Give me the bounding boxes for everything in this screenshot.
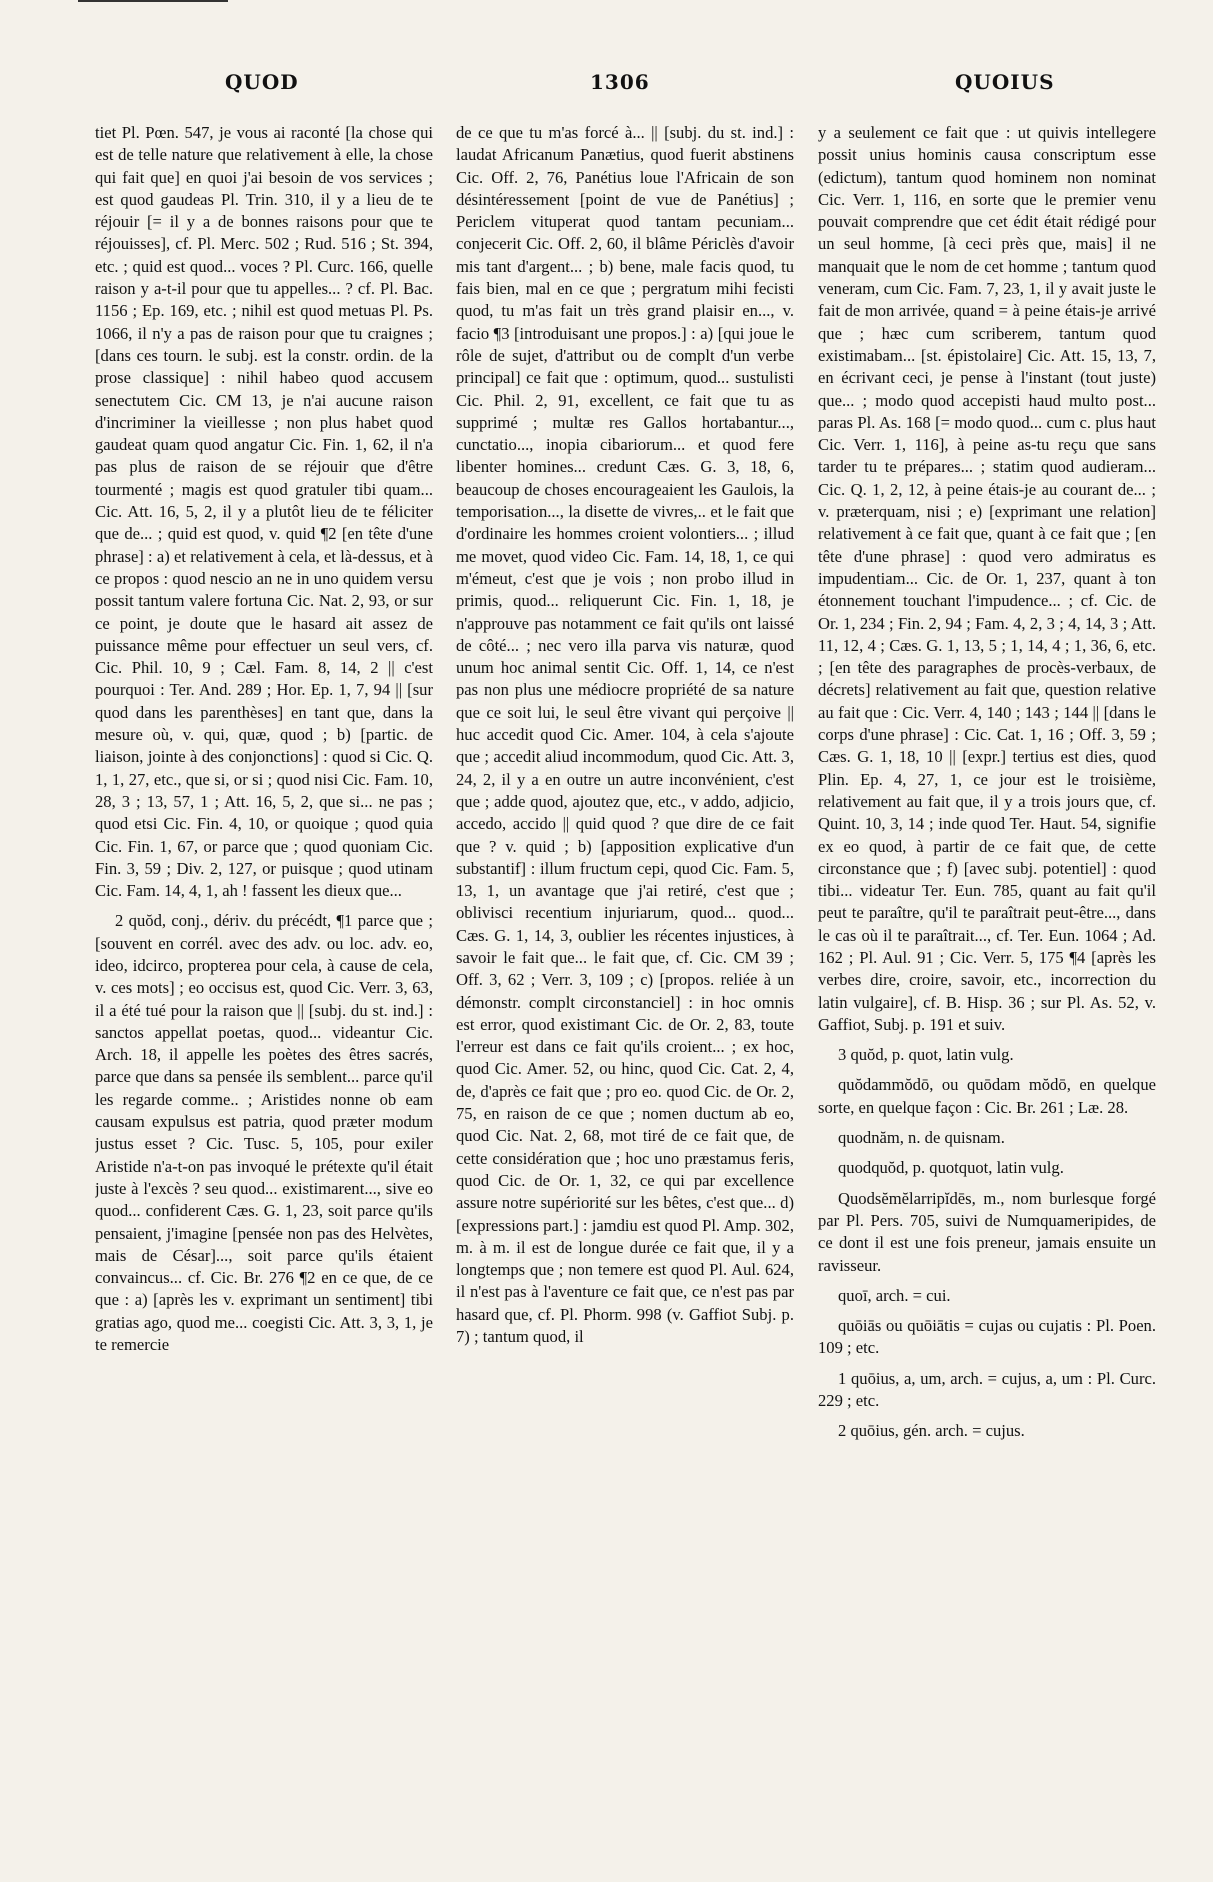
column-3-paragraph-5: quodquŏd, p. quotquot, latin vulg. [838,1158,1064,1178]
column-2 [456,122,794,1862]
column-2-paragraph-1: de ce que tu m'as forcé à... || [subj. du st. ind.] : laudat Africanum Panætius, quod fuerit abstinens Cic. Off. 2, 76, Panétius loue l'Africain de son désintéressement [point de vue de Panétius] ; Periclem vituperat quod tantam pecuniam... conjecerit Cic. Off. 2, 60, il blâme Périclès d'avoir mis tant d'argent... ; b) bene, male facis quod, tu fais bien, mal en ce que ; pergratum mihi fecisti quod, tu m'as fait un très grand plaisir en..., v. facio ¶3 [introduisant une propos.] : a) [qui joue le rôle de sujet, d'attribut ou de complt d'un verbe principal] ce fait que : optimum, quod... sustulisti Cic. Phil. 2, 91, excellent, ce fait que tu as supprimé ; multæ res Gallos hortabantur..., cunctatio..., inopia cibariorum... et quod fere libenter homines... credunt Cæs. G. 3, 18, 6, beaucoup de choses encourageaient les Gaulois, la temporisation..., la disette de vivres,.. et le fait que d'ordinaire les hommes croient volontiers... ; illud me movet, quod video Cic. Fam. 14, 18, 1, ce qui m'émeut, c'est que je vois ; non probo illud in primis, quod... reliquerunt Cic. Fin. 1, 18, je n'approuve pas notamment ce fait qu'ils ont laissé de côté... ; nec vero illa parva vis naturæ, quod unum hoc animal sentit Cic. Off. 1, 14, ce n'est pas non plus une médiocre propriété de sa nature que ce soit lui, le seul être vivant qui perçoive || huc accedit quod Cic. Amer. 104, à cela s'ajoute que ; accedit aliud incommodum, quod Cic. Att. 3, 24, 2, il y a en outre un autre inconvénient, c'est que ; adde quod, ajoutez que, etc., v addo, adjicio, accedo, accido || quid quod ? que dire de ce fait que ? v. quid ; b) [apposition explicative d'un substantif] : illum fructum cepi, quod Cic. Fam. 5, 13, 1, un avantage que j'ai retiré, c'est que ; oblivisci recentium injuriarum, quod... quod... Cæs. G. 1, 14, 3, oublier les récentes injustices, à savoir le fait que... le fait que, cf. Cic. CM 39 ; Off. 3, 62 ; Verr. 3, 109 ; c) [propos. reliée à un démonstr. complt circonstanciel] : in hoc omnis est error, quod existimant Cic. de Or. 2, 83, toute l'erreur est dans ce fait qu'ils croient... ; ex hoc, quod Cic. Amer. 52, ou hinc, quod Cic. Cat. 2, 4, de, d'après ce fait que ; pro eo. quod Cic. de Or. 2, 75, en raison de ce que ; nomen ductum ab eo, quod Cic. Nat. 2, 68, mot tiré de ce fait que, de cette considération que ; hoc uno præstamus feris, quod Cic. de Or. 1, 32, ce qui par excellence assure notre supériorité sur les bêtes, c'est que... d) [expressions part.] : jamdiu est quod Pl. Amp. 302, m. à m. il est de longue durée ce fait que, il y a longtemps que ; non temere est quod Pl. Aul. 624, il n'est pas à l'aventure ce fait que, ce n'est pas par hasard que, cf. Pl. Phorm. 998 (v. Gaffiot Subj. p. 7) ; tantum quod, il [456,123,794,1347]
top-rule [78,0,228,2]
column-1-paragraph-2: 2 quŏd, conj., dériv. du précédt, ¶1 parce que ; [souvent en corrél. avec des adv. ou loc. adv. eo, ideo, idcirco, propterea pour cela, à cause de cela, v. ces mots] ; eo occisus est, quod Cic. Verr. 3, 63, il a été tué pour la raison que || [subj. du st. ind.] : sanctos appellat poetas, quod... videantur Cic. Arch. 18, il appelle les poètes des êtres sacrés, parce que dans sa pensée ils semblent... parce qu'il les regarde comme.. ; Aristides nonne ob eam causam expulsus est patria, quod præter modum justus esset ? Cic. Tusc. 5, 105, pour exiler Aristide n'a-t-on pas invoqué le prétexte qu'il était juste à l'excès ? seu quod... existimarent..., sive eo quod... confiderent Cæs. G. 1, 23, soit parce qu'ils pensaient, j'imagine [pensée non pas des Helvètes, mais de César]..., soit parce qu'ils étaient convaincus... cf. Cic. Br. 276 ¶2 en ce que, de ce que : a) [après les v. exprimant un sentiment] tibi gratias ago, quod me... coegisti Cic. Att. 3, 3, 1, je te remercie [95,911,433,1355]
column-3-paragraph-10: 2 quōius, gén. arch. = cujus. [838,1421,1025,1441]
column-3-paragraph-4: quodnăm, n. de quisnam. [838,1128,1005,1148]
column-3-paragraph-8: quōiās ou quōiātis = cujas ou cujatis : Pl. Poen. 109 ; etc. [818,1316,1156,1358]
column-3-paragraph-6: Quodsĕmĕlarripĭdēs, m., nom burlesque forgé par Pl. Pers. 705, suivi de Numquameripides, de ce dont il est une fois preneur, jamais ensuite un ravisseur. [818,1188,1156,1275]
page-number: 1306 [590,70,650,94]
column-3-paragraph-1: y a seulement ce fait que : ut quivis intellegere possit unius hominis causa conscriptum esse (edictum), tantum quod hominem non nominat Cic. Verr. 1, 116, en sorte que le premier venu pouvait comprendre que cet édit était rédigé pour un seul homme, [à ceci près que, mais] il ne manquait que le nom de cet homme ; tantum quod veneram, cum Cic. Fam. 7, 23, 1, il y avait juste le fait de mon arrivée, quand = à peine étais-je arrivé que ; hæc cum scriberem, tantum quod existimabam... [st. épistolaire] Cic. Att. 15, 13, 7, en écrivant ceci, je pense à l'instant (tout juste) que... ; modo quod accepisti haud multo post... paras Pl. As. 168 [= modo quod... cum c. plus haut Cic. Verr. 1, 116], à peine as-tu reçu que sans tarder tu te prépares... ; statim quod audieram... Cic. Q. 1, 2, 12, à peine étais-je au courant de... ; v. præterquam, nisi ; e) [exprimant une relation] relativement à ce fait que, quant à ce fait que ; [en tête d'une phrase] : quod vero admiratus es impudentiam... Cic. de Or. 1, 237, quant à ton étonnement touchant l'impudence... ; cf. Cic. de Or. 1, 234 ; Fin. 2, 94 ; Fam. 4, 2, 3 ; 4, 14, 3 ; Att. 11, 12, 4 ; Cæs. G. 1, 13, 5 ; 1, 14, 4 ; 1, 36, 6, etc. ; [en tête des paragraphes de procès-verbaux, de décrets] relativement au fait que, question relative au fait que : Cic. Verr. 4, 140 ; 143 ; 144 || [dans le corps d'une phrase] : Cic. Cat. 1, 16 ; Off. 3, 59 ; Cæs. G. 1, 18, 10 || [expr.] tertius est dies, quod Plin. Ep. 4, 27, 1, ce jour est le troisième, relativement au fait que, il y a trois jours que, cf. Quint. 10, 3, 14 ; inde quod Ter. Haut. 54, signifie ex eo quod, à partir de ce fait que, de cette circonstance que ; f) [avec subj. potentiel] : quod tibi... videatur Ter. Eun. 785, quant au fait qu'il peut te paraître, qu'il te paraîtrait peut-être..., dans le cas où il te paraîtrait..., cf. Ter. Eun. 1064 ; Ad. 162 ; Pl. Aul. 91 ; Cic. Verr. 5, 175 ¶4 [après les verbes dire, croire, savoir, etc., incorrection du latin vulgaire], cf. B. Hisp. 36 ; sur Pl. As. 52, v. Gaffiot, Subj. p. 191 et suiv. [818,123,1156,1034]
column-1-paragraph-1: tiet Pl. Pœn. 547, je vous ai raconté [la chose qui est de telle nature que relativement à elle, la chose qui fait que] en quoi j'ai besoin de vos services ; est quod gaudeas Pl. Trin. 310, il y a lieu de te réjouir [= il y a de bonnes raisons pour que te réjouisses], cf. Pl. Merc. 502 ; Rud. 516 ; St. 394, etc. ; quid est quod... voces ? Pl. Curc. 166, quelle raison y a-t-il pour que tu appelles... ? cf. Pl. Bac. 1156 ; Ep. 169, etc. ; nihil est quod metuas Pl. Ps. 1066, il n'y a pas de raison pour que tu craignes ; [dans ces tourn. le subj. est la constr. ordin. de la prose classique] : nihil habeo quod accusem senectutem Cic. CM 13, je n'ai aucune raison d'incriminer la vieillesse ; non plus habet quod gaudeat quam quod angatur Cic. Fin. 1, 62, il n'a pas plus de raison de se réjouir que d'être tourmenté ; magis est quod gratuler tibi quam... Cic. Att. 16, 5, 2, il y a plutôt lieu de te féliciter que de... ; quid est quod, v. quid ¶2 [en tête d'une phrase] : a) et relativement à cela, et là-dessus, et à ce propos : quod nescio an ne in uno quidem versu possit tantum valere fortuna Cic. Nat. 2, 93, or sur ce point, je doute que le hasard ait assez de puissance même pour effectuer un seul vers, cf. Cic. Phil. 10, 9 ; Cæl. Fam. 8, 14, 2 || c'est pourquoi : Ter. And. 289 ; Hor. Ep. 1, 7, 94 || [sur quod dans les parenthèses] en tant que, dans la mesure où, v. qui, quæ, quod ; b) [partic. de liaison, jointe à des conjonctions] : quod si Cic. Q. 1, 1, 27, etc., que si, or si ; quod nisi Cic. Fam. 10, 28, 3 ; 13, 57, 1 ; Att. 16, 5, 2, que si... ne pas ; quod etsi Cic. Fin. 4, 10, or quoique ; quod quia Cic. Fin. 1, 67, or parce que ; quod quoniam Cic. Fin. 3, 59 ; Div. 2, 127, or puisque ; quod utinam Cic. Fam. 14, 4, 1, ah ! fassent les dieux que... [95,123,433,901]
header-left-word: QUOD [225,70,299,94]
column-3-paragraph-9: 1 quōius, a, um, arch. = cujus, a, um : Pl. Curc. 229 ; etc. [818,1368,1156,1411]
header-right-word: QUOIUS [955,70,1055,94]
page-header [60,70,1160,110]
column-1 [95,122,433,1862]
column-3-paragraph-7: quoī, arch. = cui. [838,1285,951,1305]
column-3-paragraph-3: quŏdammŏdō, ou quōdam mŏdō, en quelque sorte, en quelque façon : Cic. Br. 261 ; Læ. 28. [818,1075,1156,1117]
column-3-paragraph-2: 3 quŏd, p. quot, latin vulg. [838,1045,1014,1065]
column-3 [818,122,1156,1862]
